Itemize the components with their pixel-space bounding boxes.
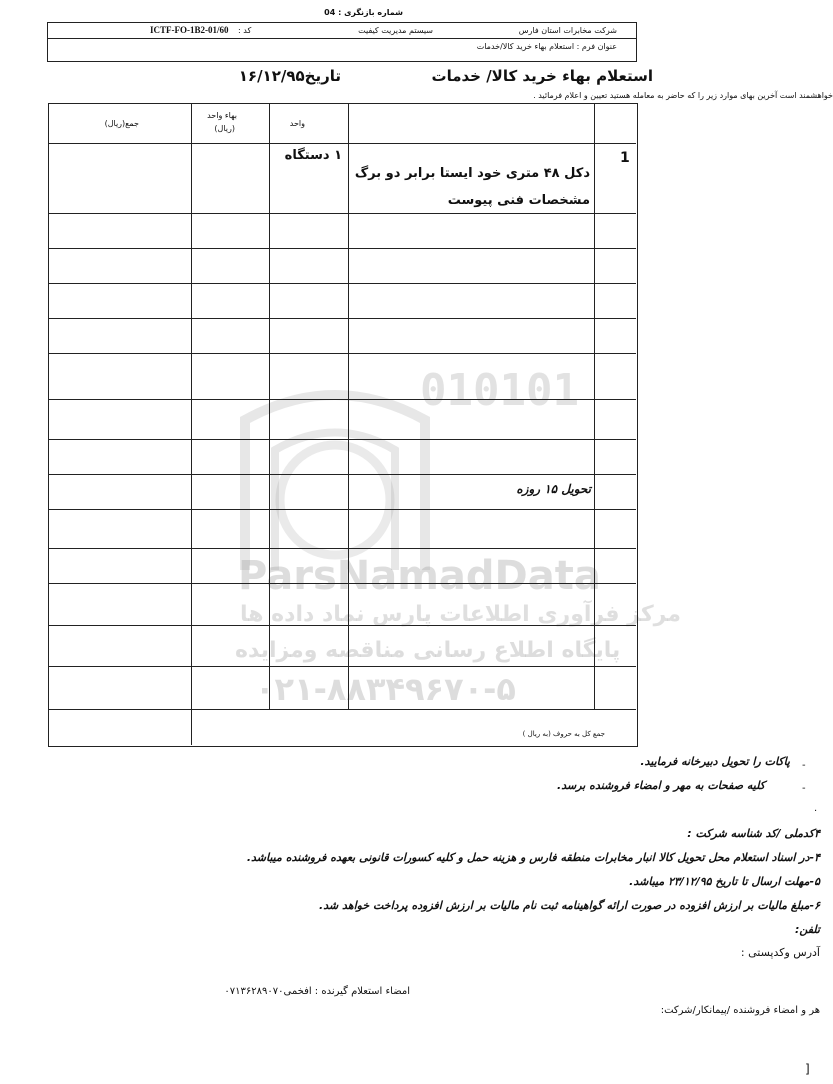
row-divider [48, 248, 636, 249]
item-description: دکل ۴۸ متری خود ایستا برابر دو برگ [354, 166, 590, 181]
row-divider [48, 666, 636, 667]
row-divider [48, 548, 636, 549]
row-divider [48, 353, 636, 354]
note-dash-2: - [802, 783, 806, 794]
header-divider [47, 38, 637, 39]
note-deadline: ۵-مهلت ارسال تا تاریخ ۲۳/۱۲/۹۵ میباشد. [629, 875, 820, 888]
revision-number: شماره بازنگری : 04 [324, 8, 403, 17]
code-value: ICTF-FO-1B2-01/60 [150, 25, 229, 35]
row-divider [48, 283, 636, 284]
address-label: آدرس وکدپستی : [740, 946, 820, 959]
quality-system: سیستم مدیریت کیفیت [358, 26, 433, 35]
inquiry-receiver-signature: امضاء استعلام گیرنده : افخمی۰۷۱۳۶۲۸۹۰۷۰ [224, 986, 410, 997]
row-divider [48, 474, 636, 475]
note-dash-1: - [802, 760, 806, 771]
row-divider [48, 318, 636, 319]
watermark-digits: 010101 [420, 365, 579, 416]
row-number: 1 [620, 150, 630, 166]
header-total: جمع(ریال) [104, 119, 139, 128]
note-deliver-envelopes: پاکات را تحویل دبیرخانه فرمایید. [640, 755, 790, 768]
row-divider [48, 399, 636, 400]
note-seal-pages: کلیه صفحات به مهر و امضاء فروشنده برسد. [557, 779, 765, 792]
row-divider [48, 213, 636, 214]
watermark-line2: پایگاه اطلاع رسانی مناقصه ومزایده [235, 638, 621, 663]
inquiry-date: تاریخ۱۶/۱۲/۹۵ [238, 67, 341, 85]
header-unit-price-currency: (ریال) [214, 124, 235, 133]
col-divider-number [594, 103, 595, 709]
row-divider [48, 509, 636, 510]
row-divider [48, 439, 636, 440]
form-title: عنوان فرم : استعلام بهاء خرید کالا/خدمات [476, 42, 617, 51]
row-divider [48, 143, 636, 144]
note-delivery-location: ۴-در اسناد استعلام محل تحویل کالا انبار مخابرات منطقه فارس و هزینه حمل و کلیه کسورات قانونی بعهده فروشنده میباشد. [246, 851, 820, 864]
item-description-2: مشخصات فنی پیوست [447, 193, 590, 208]
header-unit: واحد [289, 119, 305, 128]
code-label: کد : [238, 26, 252, 35]
corner-bracket: ] [805, 1062, 810, 1076]
row-divider [48, 583, 636, 584]
header-unit-price: بهاء واحد [207, 111, 237, 120]
row-divider [48, 709, 636, 710]
company-name: شرکت مخابرات استان فارس [518, 26, 617, 35]
intro-text: خواهشمند است آخرین بهای موارد زیر را که حاضر به معامله هستید تعیین و اعلام فرمائید . [533, 91, 833, 100]
note-dot: . [814, 803, 818, 814]
total-in-words: جمع کل به حروف (به ریال ) [522, 730, 605, 738]
note-national-id: ۴کدملی /کد شناسه شرکت : [687, 827, 820, 840]
col-divider-price [191, 103, 192, 745]
watermark-line1: مرکز فرآوری اطلاعات پارس نماد داده ها [240, 602, 681, 627]
phone-label: تلفن: [794, 923, 820, 936]
note-vat: ۶-مبلغ مالیات بر ارزش افزوده در صورت ارائه گواهینامه ثبت نام مالیات بر ارزش افزوده پرداخت خواهد شد. [319, 899, 820, 912]
delivery-note: تحویل ۱۵ روزه [516, 482, 591, 496]
col-divider-desc [348, 103, 349, 709]
seller-seal-signature: هر و امضاء فروشنده /پیمانکار/شرکت: [660, 1005, 820, 1016]
watermark-phone: ۰۲۱-۸۸۳۴۹۶۷۰-۵ [255, 670, 516, 708]
col-divider-unit [269, 103, 270, 709]
watermark-brand: ParsNamadData [238, 553, 601, 599]
row-divider [48, 625, 636, 626]
page-title: استعلام بهاء خرید کالا/ خدمات [431, 67, 653, 85]
item-quantity: ۱ دستگاه [284, 148, 342, 163]
